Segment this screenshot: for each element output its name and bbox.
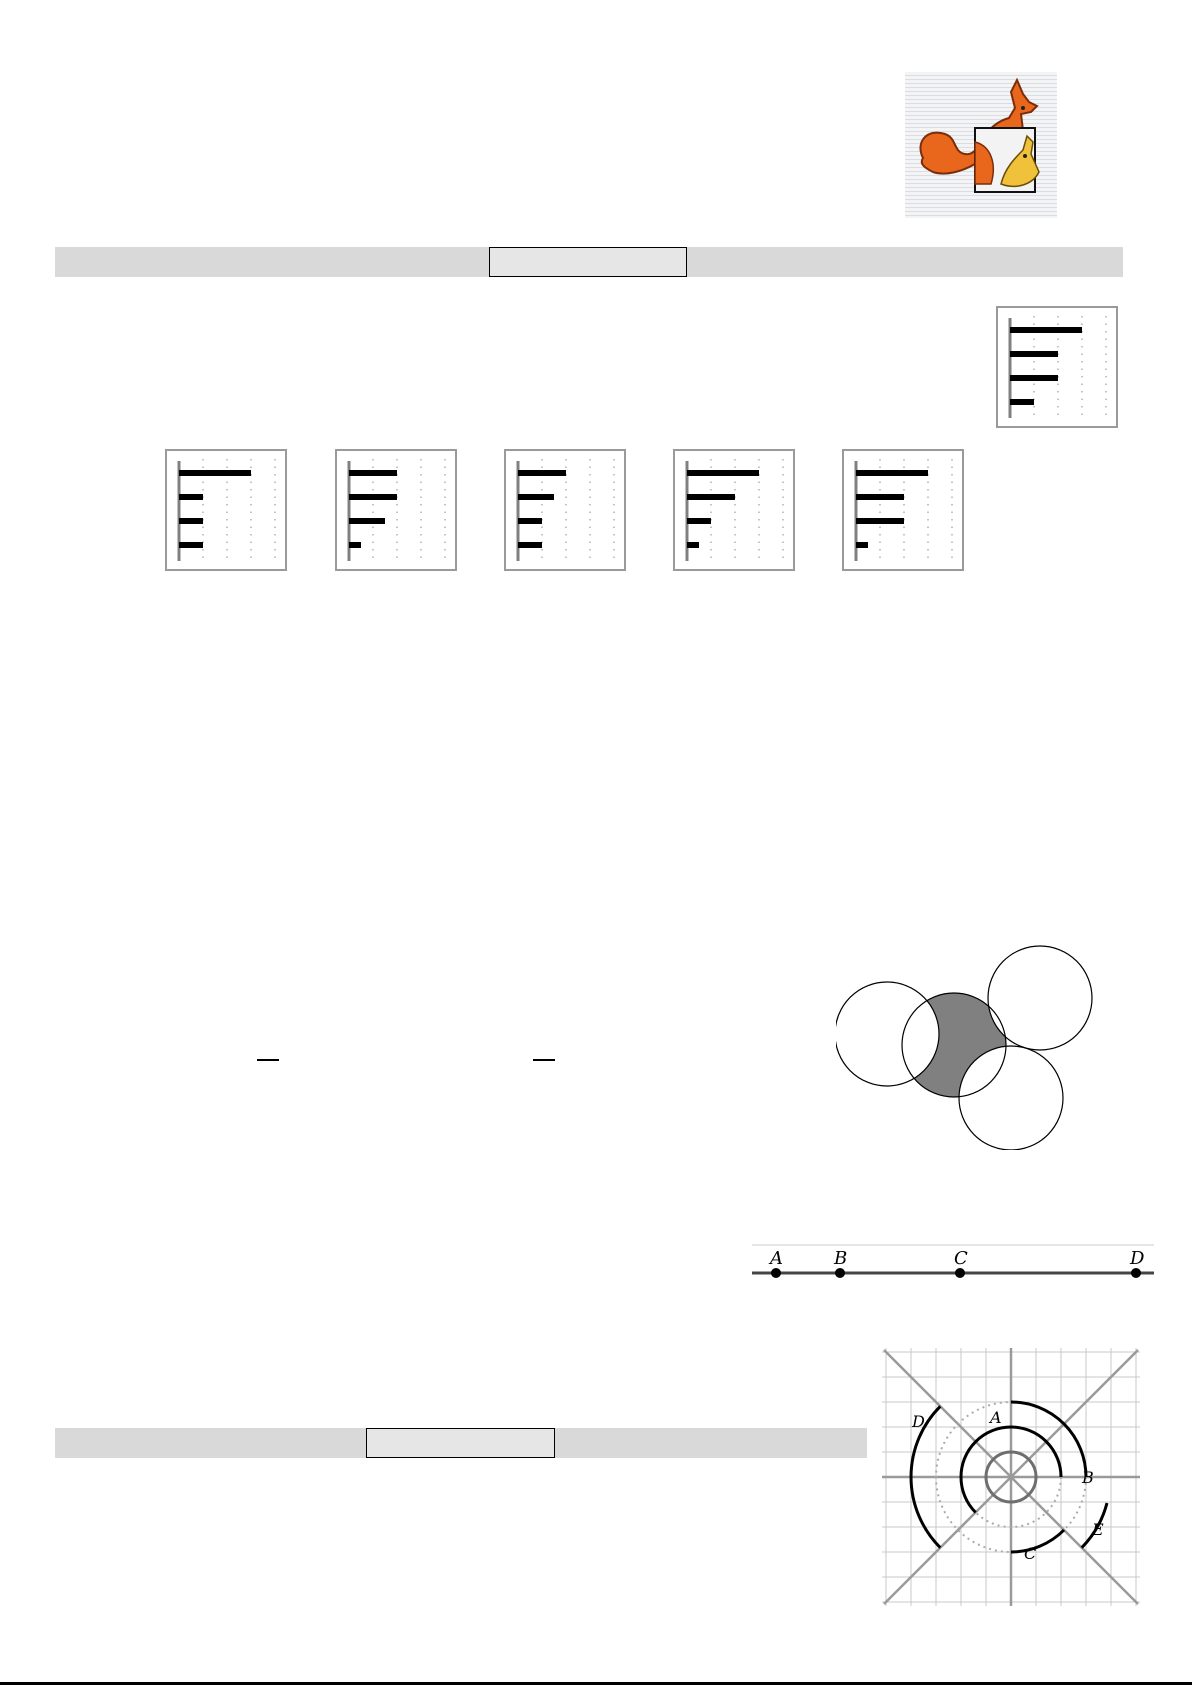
bar bbox=[1010, 351, 1058, 357]
bar bbox=[349, 542, 361, 548]
bar bbox=[349, 470, 397, 476]
option-c-figure bbox=[504, 449, 626, 571]
bar bbox=[856, 470, 928, 476]
option-b-bar-chart bbox=[337, 451, 455, 569]
bar bbox=[687, 518, 711, 524]
point-label-a: A bbox=[770, 1248, 783, 1269]
bar bbox=[349, 518, 385, 524]
spiral-label-e: E bbox=[1092, 1520, 1104, 1539]
option-b-figure bbox=[335, 449, 457, 571]
bar bbox=[179, 542, 203, 548]
bar bbox=[856, 518, 904, 524]
bar bbox=[687, 470, 759, 476]
fraction-bar bbox=[257, 1059, 279, 1061]
spiral-label-a: A bbox=[990, 1408, 1002, 1427]
spiral-grid-figure bbox=[882, 1348, 1140, 1606]
bar bbox=[856, 494, 904, 500]
fraction-bar bbox=[533, 1059, 555, 1061]
option-e-bar-chart bbox=[844, 451, 962, 569]
reference-bar-chart bbox=[998, 308, 1116, 426]
four-circles-figure bbox=[836, 945, 1096, 1150]
bar bbox=[518, 470, 566, 476]
bar bbox=[856, 542, 868, 548]
bar bbox=[179, 470, 251, 476]
reference-bar-figure bbox=[996, 306, 1118, 428]
option-a-bar-chart bbox=[167, 451, 285, 569]
section-header-bar bbox=[55, 247, 1123, 277]
option-e-figure bbox=[842, 449, 964, 571]
bar bbox=[179, 494, 203, 500]
spiral-label-c: C bbox=[1024, 1544, 1037, 1563]
bar bbox=[179, 518, 203, 524]
kangaroo-logo bbox=[905, 72, 1057, 218]
option-c-bar-chart bbox=[506, 451, 624, 569]
bar bbox=[1010, 375, 1058, 381]
option-a-figure bbox=[165, 449, 287, 571]
bar bbox=[518, 542, 542, 548]
section-label-box bbox=[366, 1428, 555, 1458]
bar bbox=[518, 494, 554, 500]
bar bbox=[1010, 327, 1082, 333]
point-label-c: C bbox=[954, 1248, 968, 1269]
bar bbox=[687, 542, 699, 548]
option-d-figure bbox=[673, 449, 795, 571]
section-header-bar bbox=[55, 1428, 867, 1458]
bar bbox=[518, 518, 542, 524]
spiral-label-d: D bbox=[912, 1412, 925, 1431]
bar bbox=[1010, 399, 1034, 405]
option-d-bar-chart bbox=[675, 451, 793, 569]
bar bbox=[687, 494, 735, 500]
number-line-figure bbox=[748, 1244, 1158, 1284]
bar bbox=[349, 494, 397, 500]
section-label-box bbox=[489, 247, 687, 277]
point-label-d: D bbox=[1130, 1248, 1145, 1269]
spiral-label-b: B bbox=[1082, 1468, 1094, 1487]
point-label-b: B bbox=[834, 1248, 848, 1269]
